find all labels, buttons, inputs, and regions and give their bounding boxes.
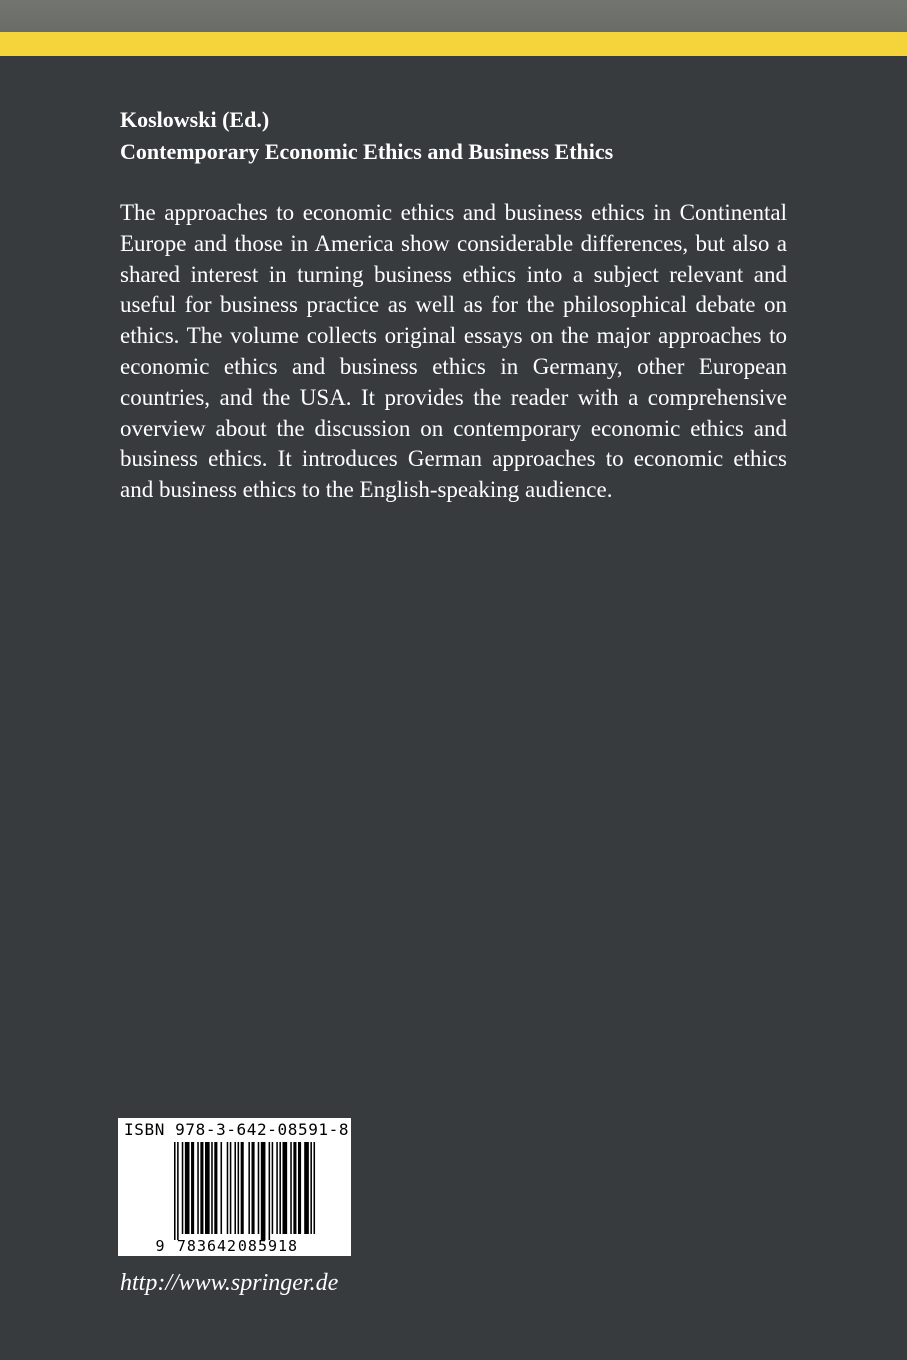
barcode-bar [276,1142,278,1234]
barcode-bar [197,1142,199,1234]
barcode-bar [182,1142,184,1234]
barcode-bar [261,1142,266,1240]
barcode-bar [304,1142,309,1234]
barcode-bar [310,1142,312,1234]
book-title: Contemporary Economic Ethics and Business Ethics [120,139,614,164]
barcode-bar [211,1142,213,1234]
barcode-bar [248,1142,250,1234]
book-description: The approaches to economic ethics and business ethics in Continental Europe and those in America show considerable differences, but also a shared interest in turning business ethics into a subject relevant and useful for business practice as well as for the philosophical debate on ethics. The volume collects original essays on the major approaches to economic ethics and business ethics in Germany, other European countries, and the USA. It provides the reader with a comprehensive overview about the discussion on contemporary economic ethics and business ethics. It introduces German approaches to economic ethics and business ethics to the English-speaking audience. [120,200,787,503]
barcode-bar [185,1142,190,1234]
barcode-bar [214,1142,217,1234]
barcode-bar [241,1142,244,1234]
barcode-bar [234,1142,236,1234]
barcode-bar [279,1142,281,1234]
barcode-bar [283,1142,288,1234]
barcode-bar [174,1142,176,1240]
barcode-first-digit: 9 [155,1237,165,1255]
top-yellow-stripe [0,32,907,56]
barcode-bar [272,1142,274,1234]
barcode-bar [177,1142,179,1240]
barcode-bar [191,1142,194,1234]
barcode-left-group: 783642 [176,1237,238,1255]
barcode-bar [205,1142,210,1234]
back-cover-text [120,104,787,506]
barcode-bar [293,1142,296,1234]
barcode-bar [221,1142,223,1234]
barcode-bar [200,1142,203,1234]
barcode-bar [227,1142,229,1234]
editor-name: Koslowski (Ed.) [120,107,270,132]
barcode-bar [314,1142,316,1234]
top-gray-band [0,0,907,32]
isbn-barcode [118,1118,351,1256]
barcode-bar [269,1142,271,1240]
barcode-bar [252,1142,255,1234]
barcode-bar [238,1142,240,1234]
barcode-bar [258,1142,260,1234]
isbn-number: ISBN 978-3-642-08591-8 [124,1120,350,1139]
barcode-bar [290,1142,292,1234]
barcode-bar [298,1142,301,1234]
publisher-url[interactable]: http://www.springer.de [120,1270,339,1296]
barcode-right-group: 085918 [237,1237,299,1255]
barcode-bar [230,1142,232,1234]
